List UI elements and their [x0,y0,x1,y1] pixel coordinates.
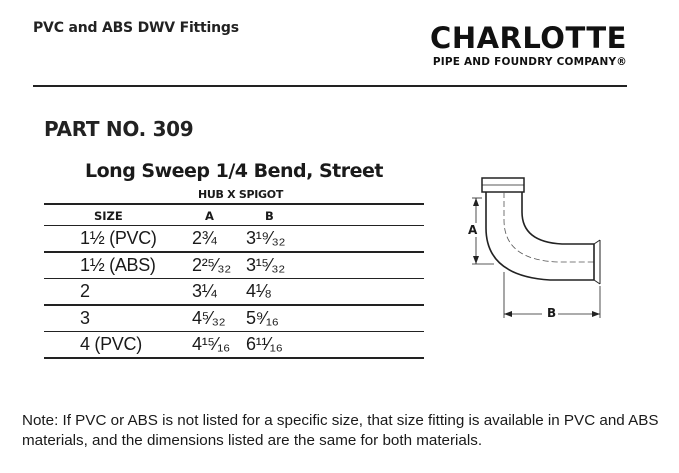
center-line [504,192,594,262]
inner-curve [522,192,594,244]
dimension-a-label: A [468,223,478,237]
fitting-diagram [462,168,612,328]
part-subtitle: HUB X SPIGOT [198,188,284,201]
table-rule [44,357,424,359]
table-row [44,306,424,331]
cell-a: 3¼ [192,281,217,301]
cell-size: 2 [80,281,90,301]
cell-b: 3¹⁹⁄₃₂ [246,228,286,248]
table-row [44,332,424,357]
part-title: Long Sweep 1/4 Bend, Street [85,160,383,182]
cell-b: 4⅛ [246,281,271,301]
dimension-b-label: B [547,306,557,320]
cell-a: 4¹⁵⁄₁₆ [192,334,231,354]
table-row [44,253,424,278]
dimension-table [44,203,424,359]
cell-b: 3¹⁵⁄₃₂ [246,254,285,275]
cell-a: 2¾ [192,228,217,248]
cell-size: 1½ (PVC) [80,228,157,248]
header-divider [33,85,627,87]
header-b: B [265,208,274,223]
header-size: SIZE [94,208,123,223]
cell-a: 4⁵⁄₃₂ [192,307,226,328]
cell-b: 6¹¹⁄₁₆ [246,334,283,354]
cell-b: 5⁹⁄₁₆ [246,307,279,328]
header-a: A [205,208,214,223]
brand-logo [430,21,627,68]
table-row [44,279,424,304]
brand-subtitle: PIPE AND FOUNDRY COMPANY® [432,56,627,68]
table-row [44,226,424,251]
table-header [44,205,424,225]
part-number: PART NO. 309 [44,117,194,141]
outer-curve [486,192,594,280]
document-title: PVC and ABS DWV Fittings [33,20,239,36]
cell-size: 3 [80,307,90,328]
cell-size: 4 (PVC) [80,334,142,354]
cell-size: 1½ (ABS) [80,254,156,275]
footnote: Note: If PVC or ABS is not listed for a specific size, that size fitting is available in PVC and ABS materials, and the dimensions listed are the same for both materials. [22,412,659,449]
brand-name: CHARLOTTE [430,21,627,55]
cell-a: 2²⁵⁄₃₂ [192,254,231,275]
